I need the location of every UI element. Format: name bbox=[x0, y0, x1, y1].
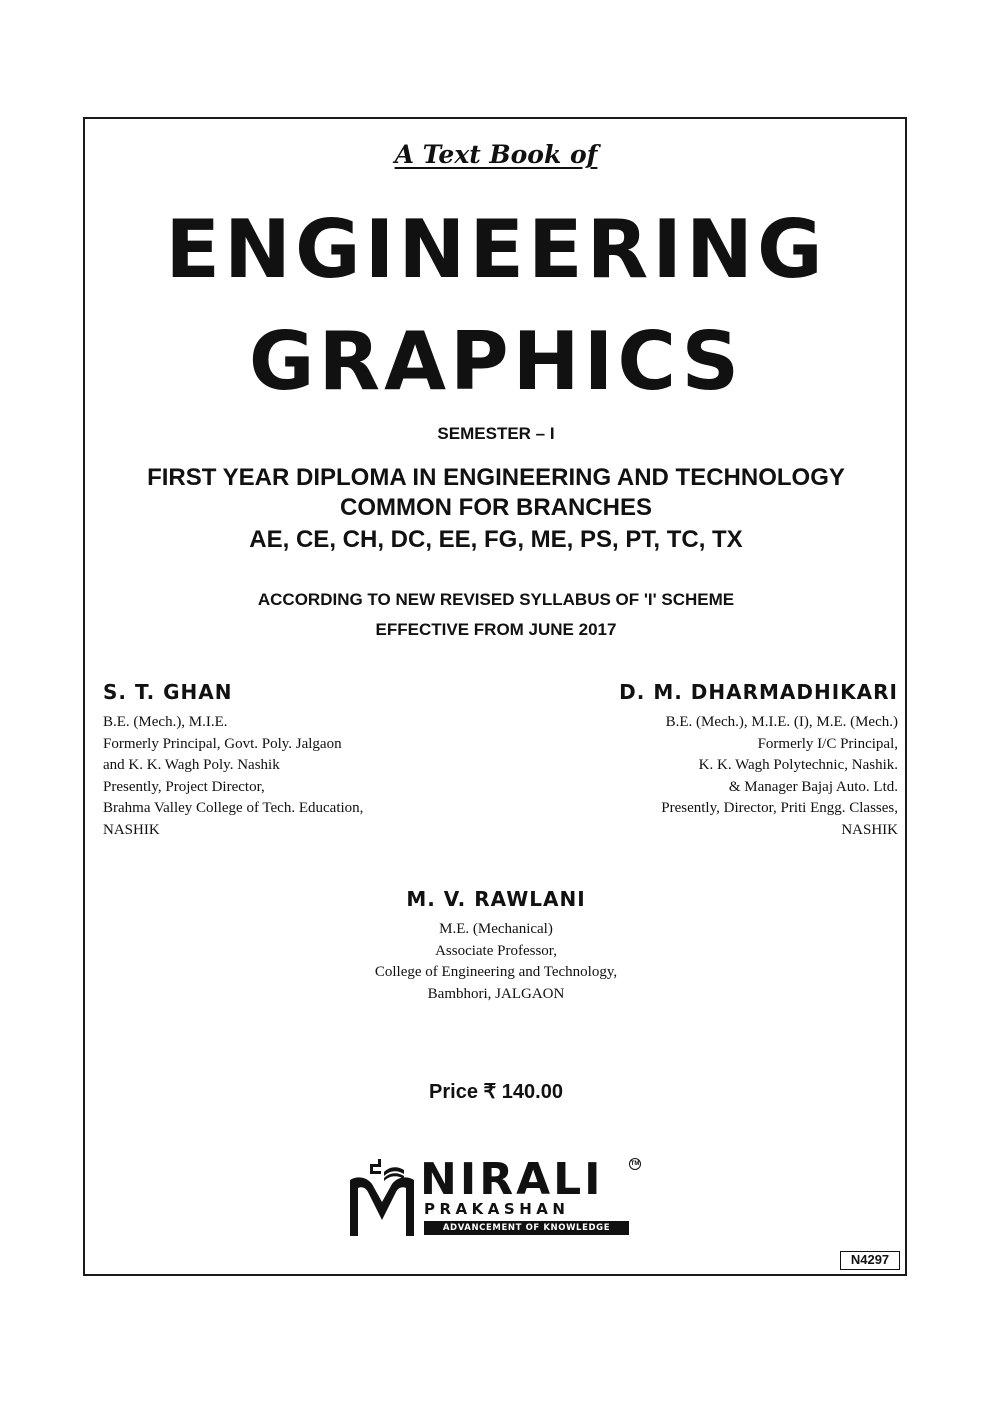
author-credential: Presently, Director, Priti Engg. Classes, bbox=[661, 800, 898, 816]
syllabus-line2: EFFECTIVE FROM JUNE 2017 bbox=[375, 620, 617, 639]
publisher-tagline: ADVANCEMENT OF KNOWLEDGE bbox=[424, 1221, 629, 1235]
author-credential: & Manager Bajaj Auto. Ltd. bbox=[728, 778, 898, 795]
syllabus-line1: ACCORDING TO NEW REVISED SYLLABUS OF 'I' SCHEME bbox=[257, 590, 735, 609]
book-title-line2: GRAPHICS bbox=[248, 315, 744, 408]
publisher-logo bbox=[348, 1154, 648, 1238]
author-credential: B.E. (Mech.), M.I.E. bbox=[103, 714, 228, 730]
price-label: Price ₹ 140.00 bbox=[429, 1081, 563, 1103]
branches-line: AE, CE, CH, DC, EE, FG, ME, PS, PT, TC, TX bbox=[249, 526, 743, 553]
author-credential: Brahma Valley College of Tech. Education, bbox=[103, 800, 364, 816]
book-title-line1: ENGINEERING bbox=[165, 203, 827, 296]
author-credential: Presently, Project Director, bbox=[103, 778, 265, 795]
publisher-sub: PRAKASHAN bbox=[424, 1200, 570, 1218]
author-credential: Formerly Principal, Govt. Poly. Jalgaon bbox=[103, 735, 342, 752]
author-credential: Bambhori, JALGAON bbox=[427, 985, 565, 1002]
book-kicker: A Text Book of bbox=[394, 140, 598, 169]
author-credential: M.E. (Mechanical) bbox=[439, 921, 553, 937]
author-name: M. V. RAWLANI bbox=[406, 887, 586, 911]
publisher-name: NIRALI bbox=[420, 1154, 604, 1205]
diploma-line1: FIRST YEAR DIPLOMA IN ENGINEERING AND TECHNOLOGY bbox=[147, 464, 845, 491]
book-code: N4297 bbox=[840, 1251, 900, 1270]
author-credential: College of Engineering and Technology, bbox=[374, 964, 618, 980]
author-name: D. M. DHARMADHIKARI bbox=[619, 680, 898, 704]
diploma-line2: COMMON FOR BRANCHES bbox=[340, 494, 652, 521]
trademark-mark: TM bbox=[629, 1158, 641, 1170]
author-center bbox=[0, 887, 992, 1005]
author-credential: and K. K. Wagh Poly. Nashik bbox=[103, 757, 280, 773]
author-credential: NASHIK bbox=[841, 821, 898, 838]
author-credential: B.E. (Mech.), M.I.E. (I), M.E. (Mech.) bbox=[665, 714, 898, 730]
semester-label: SEMESTER – I bbox=[437, 424, 555, 443]
author-credential: Associate Professor, bbox=[435, 942, 557, 959]
author-credential: NASHIK bbox=[103, 821, 160, 838]
author-right bbox=[619, 680, 898, 841]
nirali-book-icon bbox=[348, 1158, 416, 1238]
author-credential: K. K. Wagh Polytechnic, Nashik. bbox=[698, 757, 898, 773]
author-left bbox=[103, 680, 363, 841]
author-name: S. T. GHAN bbox=[103, 680, 233, 704]
author-credential: Formerly I/C Principal, bbox=[757, 735, 898, 752]
